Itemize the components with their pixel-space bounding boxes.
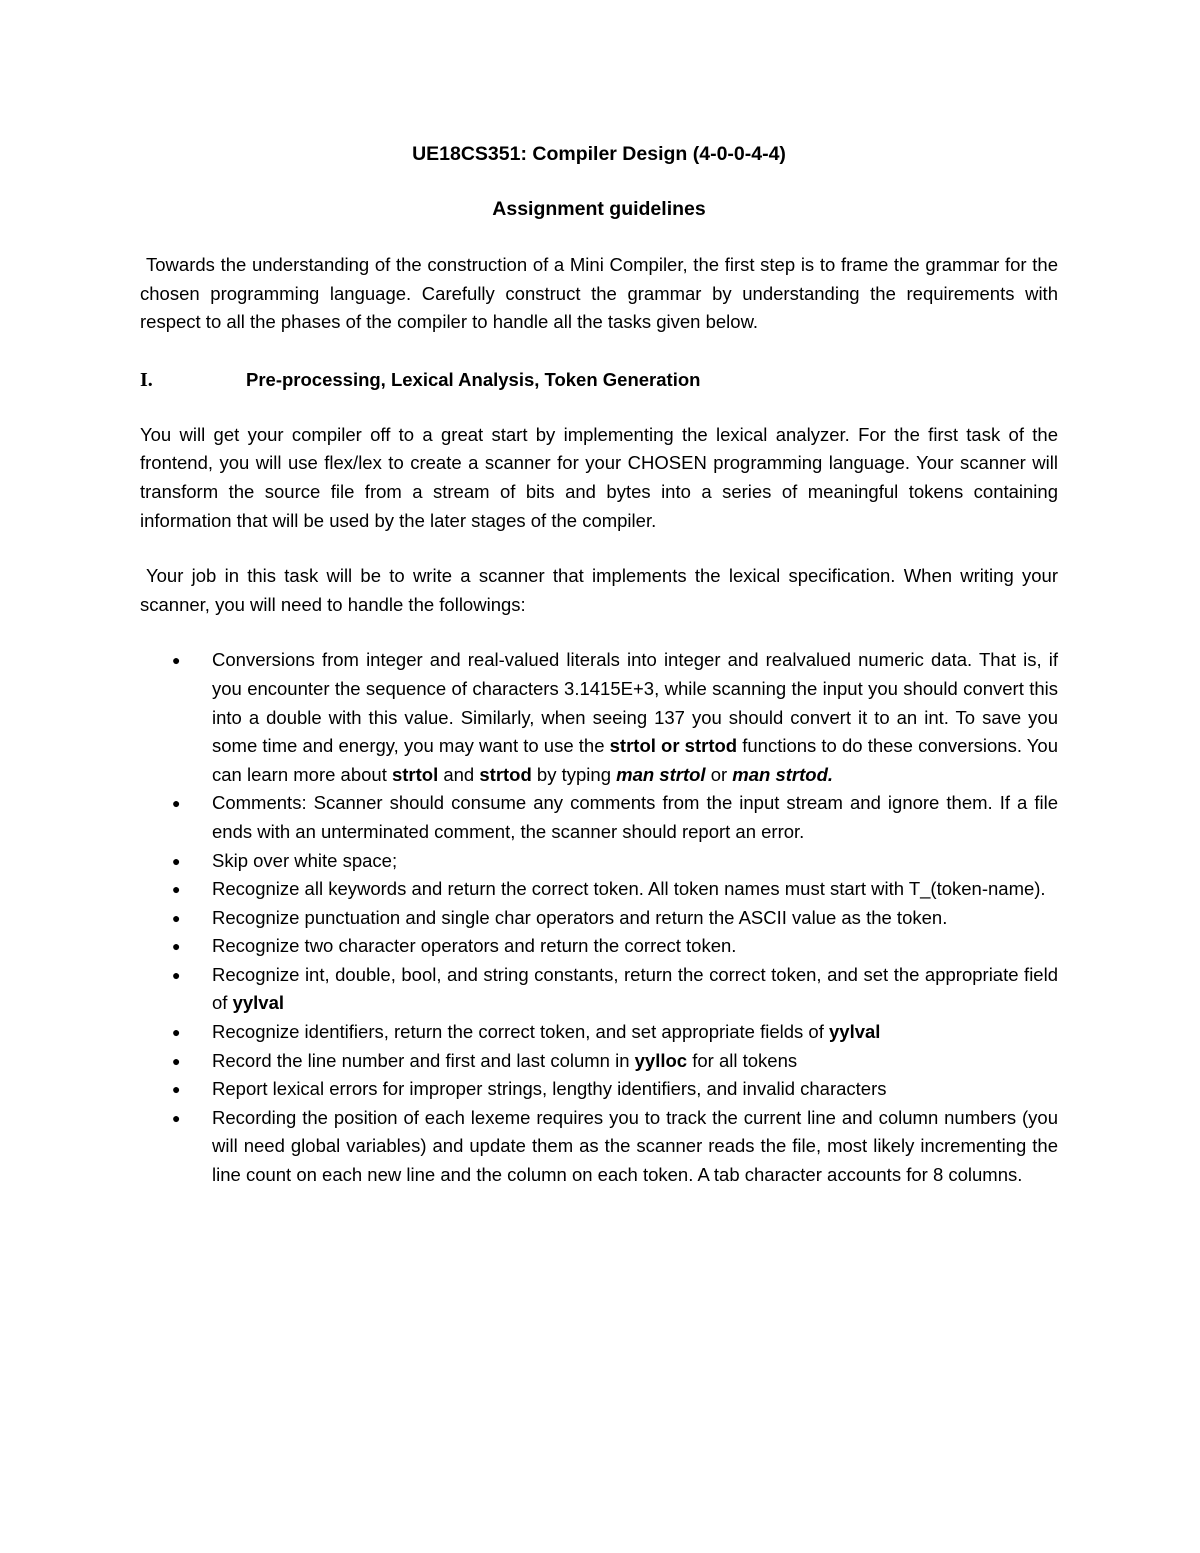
document-content — [140, 140, 1058, 1190]
list-item-text: for all tokens — [687, 1049, 798, 1071]
list-item-text: functions to do these conversions. You can learn more about — [212, 735, 1058, 785]
keyword-text: strtol or strtod — [609, 735, 738, 757]
section-heading — [140, 366, 1058, 394]
list-item-text: by typing — [531, 763, 617, 785]
bullet-icon: ● — [172, 1052, 181, 1069]
list-item — [140, 875, 1058, 904]
bullet-icon: ● — [172, 966, 181, 983]
list-item-text: Record the line number and first and last column in — [212, 1049, 635, 1071]
section-title: Pre-processing, Lexical Analysis, Token Generation — [246, 368, 701, 390]
document-subtitle: Assignment guidelines — [492, 198, 706, 220]
bullet-icon: ● — [172, 795, 181, 812]
list-item — [140, 847, 1058, 876]
list-item — [140, 1104, 1058, 1190]
list-item — [140, 646, 1058, 789]
bullet-icon: ● — [172, 1109, 181, 1126]
list-item — [140, 904, 1058, 933]
document-title: UE18CS351: Compiler Design (4-0-0-4-4) — [412, 143, 786, 165]
lexer-intro-paragraph: You will get your compiler off to a great start by implementing the lexical analyzer. For the first task of the frontend, you will use flex/lex to create a scanner for your CHOSEN programming language. Your scanner will transform the source file from a stream of bits and bytes into a series of meaningful tokens containing information that will be used by the later stages of the compiler. — [140, 423, 1058, 531]
bullet-icon: ● — [172, 881, 181, 898]
scanner-task-paragraph: Your job in this task will be to write a scanner that implements the lexical specification. When writing your scanner, you will need to handle the followings: — [140, 565, 1058, 615]
list-item — [140, 961, 1058, 1018]
list-item-text: Comments: Scanner should consume any comments from the input stream and ignore them. If a file ends with an unterminated comment, the scanner should report an error. — [212, 792, 1058, 842]
list-item-text: and — [438, 763, 480, 785]
bullet-icon: ● — [172, 1081, 181, 1098]
command-text: man strtod. — [732, 763, 834, 785]
list-item-text: Recognize int, double, bool, and string constants, return the correct token, and set the appropriate field of — [212, 963, 1058, 1014]
list-item — [140, 1075, 1058, 1104]
bullet-icon: ● — [172, 852, 181, 869]
keyword-text: yylval — [829, 1021, 881, 1043]
section-number: I. — [140, 368, 153, 391]
command-text: man strtol — [616, 763, 706, 785]
list-item-text: Recognize identifiers, return the correct token, and set appropriate fields of — [212, 1021, 830, 1043]
bullet-icon: ● — [172, 909, 181, 926]
list-item-text: Conversions from integer and real-valued literals into integer and realvalued numeric data. That is, if you encounter the sequence of characters 3.1415E+3, while scanning the input you should convert this into a double with this value. Similarly, when seeing 137 you should convert it to an int. To save you some time and energy, you may want to use the — [212, 649, 1058, 757]
list-item — [140, 789, 1058, 846]
list-item-text: Recording the position of each lexeme requires you to track the current line and column numbers (you will need global variables) and update them as the scanner reads the file, most likely incrementing the line count on each new line and the column on each token. A tab character accounts for 8 columns. — [212, 1106, 1058, 1186]
bullet-icon: ● — [172, 652, 181, 669]
intro-paragraph: Towards the understanding of the construction of a Mini Compiler, the first step is to frame the grammar for the chosen programming language. Carefully construct the grammar by understanding the requirements with respect to all the phases of the compiler to handle all the tasks given below. — [140, 254, 1058, 333]
list-item-text: Recognize all keywords and return the correct token. All token names must start with T_(token-name). — [212, 878, 1046, 900]
keyword-text: strtod — [479, 763, 532, 785]
list-item — [140, 1047, 1058, 1076]
list-item — [140, 932, 1058, 961]
bullet-icon: ● — [172, 1024, 181, 1041]
list-item-text: Recognize punctuation and single char operators and return the ASCII value as the token. — [212, 906, 948, 928]
requirements-list — [140, 646, 1058, 1189]
list-item-text: Recognize two character operators and return the correct token. — [212, 935, 737, 957]
list-item — [140, 1018, 1058, 1047]
bullet-icon: ● — [172, 938, 181, 955]
list-item-text: Report lexical errors for improper strings, lengthy identifiers, and invalid characters — [212, 1078, 887, 1100]
keyword-text: yylloc — [634, 1049, 688, 1071]
list-item-text: or — [705, 763, 733, 785]
keyword-text: strtol — [391, 763, 439, 785]
list-item-text: Skip over white space; — [212, 849, 398, 871]
keyword-text: yylval — [232, 992, 285, 1014]
